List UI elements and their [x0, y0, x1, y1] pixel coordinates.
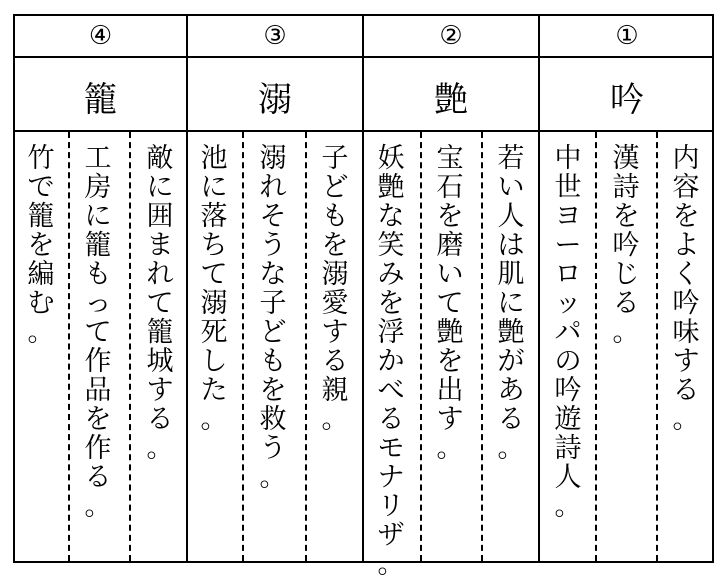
example-sentence-2-3: 妖 艶 な 笑 み を 浮 か べ る モ ナ リ ザ 。	[377, 143, 405, 580]
example-sentence-3-3: 池 に 落 ち て 溺 死 し た 。	[200, 143, 228, 435]
example-sentence-2-2: 宝 石 を 磨 い て 艶 を 出 す 。	[436, 143, 464, 464]
example-sentence-3-1: 子 ど も を 溺 愛 す る 親 。	[321, 143, 349, 435]
kanji-4: 籠	[83, 79, 118, 120]
kanji-2: 艶	[434, 79, 468, 120]
kanji-1: 吟	[610, 79, 644, 120]
dashed-separator	[129, 132, 131, 561]
dashed-separator	[68, 132, 70, 561]
kanji-worksheet	[13, 14, 714, 580]
dashed-separator	[656, 132, 658, 561]
example-sentence-1-1: 内 容 を よ く 吟 味 す る 。	[672, 143, 700, 435]
example-sentence-2-1: 若 い 人 は 肌 に 艶 が あ る 。	[497, 143, 525, 464]
column-number-1: ①	[615, 21, 639, 51]
dashed-separator	[481, 132, 483, 561]
example-sentence-1-2: 漢 詩 を 吟 じ る 。	[612, 143, 640, 348]
example-sentence-4-1: 敵 に 囲 ま れ て 籠 城 す る 。	[146, 143, 174, 464]
example-sentence-1-3: 中 世 ヨ ー ロ ッ パ の 吟 遊 詩 人 。	[554, 143, 582, 522]
example-sentence-4-2: 工 房 に 籠 も っ て 作 品 を 作 る 。	[84, 143, 112, 522]
dashed-separator	[305, 132, 307, 561]
column-number-2: ②	[439, 21, 463, 51]
column-number-4: ④	[88, 21, 113, 51]
dashed-separator	[420, 132, 422, 561]
dashed-separator	[595, 132, 597, 561]
dashed-separator	[242, 132, 244, 561]
column-number-3: ③	[263, 21, 287, 51]
example-sentence-4-3: 竹 で 籠 を 編 む 。	[27, 143, 55, 348]
example-sentence-3-2: 溺 れ そ う な 子 ど も を 救 う 。	[259, 143, 287, 493]
kanji-3: 溺	[258, 79, 292, 120]
